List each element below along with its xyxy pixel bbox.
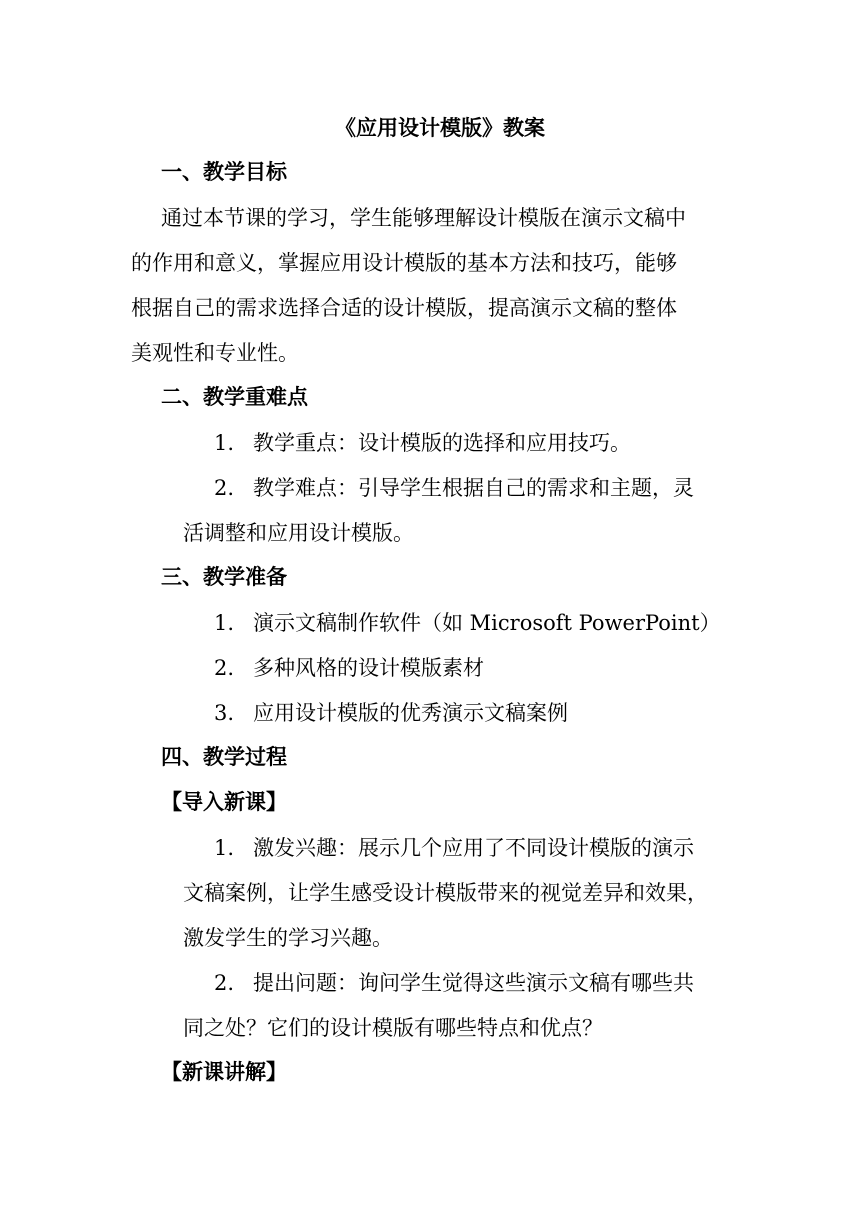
paragraph-line: 通过本节课的学习，学生能够理解设计模版在演示文稿中 — [161, 206, 686, 230]
paragraph-line: 根据自己的需求选择合适的设计模版，提高演示文稿的整体 — [131, 296, 677, 320]
paragraph-line: 美观性和专业性。 — [131, 341, 299, 365]
list-item-text: 应用设计模版的优秀演示文稿案例 — [253, 701, 568, 725]
section-heading-preparation: 三、教学准备 — [161, 565, 287, 589]
subsection-heading-intro: 【导入新课】 — [161, 790, 287, 814]
list-item-text: 提出问题：询问学生觉得这些演示文稿有哪些共 — [253, 971, 694, 995]
paragraph-line: 的作用和意义，掌握应用设计模版的基本方法和技巧，能够 — [131, 251, 677, 275]
list-number: 2. — [214, 656, 235, 680]
subsection-heading-new-lesson: 【新课讲解】 — [161, 1060, 287, 1084]
list-item-text: 教学重点：设计模版的选择和应用技巧。 — [253, 431, 631, 455]
list-item-text: 激发兴趣：展示几个应用了不同设计模版的演示 — [253, 836, 694, 860]
section-heading-process: 四、教学过程 — [161, 745, 287, 769]
section-heading-key-points: 二、教学重难点 — [161, 385, 308, 409]
list-number: 3. — [214, 701, 235, 725]
list-item-text: 激发学生的学习兴趣。 — [183, 926, 393, 950]
list-number: 2. — [214, 476, 235, 500]
list-item-text: 活调整和应用设计模版。 — [183, 521, 414, 545]
list-number: 1. — [214, 836, 235, 860]
list-item-text: 演示文稿制作软件（如 Microsoft PowerPoint） — [253, 611, 721, 635]
list-number: 2. — [214, 971, 235, 995]
document-title: 《应用设计模版》教案 — [335, 116, 545, 140]
list-item-text: 多种风格的设计模版素材 — [253, 656, 484, 680]
list-item-text: 文稿案例，让学生感受设计模版带来的视觉差异和效果， — [183, 881, 708, 905]
list-number: 1. — [214, 611, 235, 635]
section-heading-objectives: 一、教学目标 — [161, 160, 287, 184]
list-item-text: 同之处？它们的设计模版有哪些特点和优点？ — [183, 1016, 603, 1040]
list-number: 1. — [214, 431, 235, 455]
list-item-text: 教学难点：引导学生根据自己的需求和主题，灵 — [253, 476, 694, 500]
